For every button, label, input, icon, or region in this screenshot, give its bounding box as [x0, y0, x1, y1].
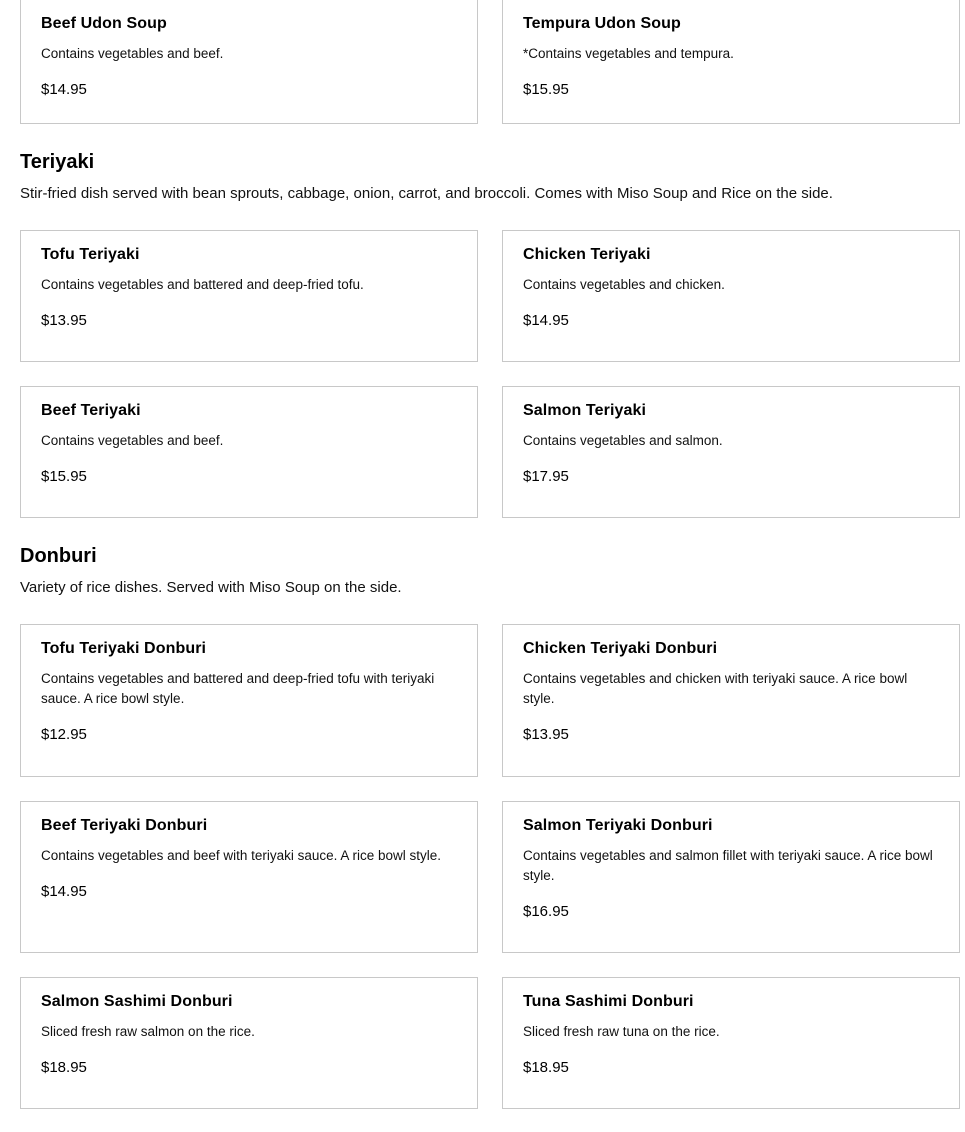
menu-item-card[interactable] — [20, 624, 478, 777]
menu-item-name: Tofu Teriyaki — [41, 246, 140, 263]
menu-item-price: $12.95 — [41, 726, 87, 743]
menu-item-description: Contains vegetables and battered and deep-fried tofu. — [41, 277, 364, 292]
menu-item-card[interactable] — [20, 977, 478, 1109]
menu-item-price: $15.95 — [41, 468, 87, 485]
menu-item-description: Contains vegetables and chicken. — [523, 277, 725, 292]
menu-item-description: Contains vegetables and beef. — [41, 46, 224, 61]
section-description: Stir-fried dish served with bean sprouts, cabbage, onion, carrot, and broccoli. Comes with Miso Soup and Rice on the side. — [20, 185, 833, 202]
menu-item-description: Sliced fresh raw tuna on the rice. — [523, 1024, 720, 1039]
menu-item-price: $13.95 — [41, 312, 87, 329]
menu-item-price: $14.95 — [523, 312, 569, 329]
section-description: Variety of rice dishes. Served with Miso Soup on the side. — [20, 579, 402, 596]
udon-items-grid — [20, 0, 960, 124]
menu-item-description: Contains vegetables and beef with teriyaki sauce. A rice bowl style. — [41, 848, 441, 863]
donburi-items-grid — [20, 624, 960, 1109]
menu-item-name: Salmon Sashimi Donburi — [41, 993, 233, 1010]
menu-item-price: $15.95 — [523, 81, 569, 98]
menu-item-card[interactable] — [20, 230, 478, 362]
menu-item-price: $18.95 — [41, 1059, 87, 1076]
menu-item-name: Beef Teriyaki — [41, 402, 141, 419]
section-title: Teriyaki — [20, 151, 95, 173]
menu-item-name: Tuna Sashimi Donburi — [523, 993, 694, 1010]
menu-item-price: $13.95 — [523, 726, 569, 743]
menu-item-card[interactable] — [20, 0, 478, 124]
menu-item-card[interactable] — [20, 386, 478, 518]
menu-item-card[interactable] — [502, 0, 960, 124]
teriyaki-items-grid — [20, 230, 960, 518]
menu-item-name: Beef Teriyaki Donburi — [41, 817, 208, 834]
donburi-section — [20, 544, 960, 1109]
menu-item-name: Chicken Teriyaki Donburi — [523, 640, 718, 657]
menu-item-price: $18.95 — [523, 1059, 569, 1076]
menu-item-description: Contains vegetables and beef. — [41, 433, 224, 448]
menu-item-price: $16.95 — [523, 903, 569, 920]
menu-item-card[interactable] — [502, 977, 960, 1109]
section-title: Donburi — [20, 545, 97, 567]
menu-item-name: Chicken Teriyaki — [523, 246, 651, 263]
menu-item-description: Contains vegetables and salmon. — [523, 433, 723, 448]
menu-item-name: Tempura Udon Soup — [523, 15, 681, 32]
menu-item-name: Beef Udon Soup — [41, 15, 167, 32]
menu-item-description: Contains vegetables and battered and deep-fried tofu with teriyaki sauce. A rice bowl style. — [41, 671, 435, 706]
menu-item-name: Tofu Teriyaki Donburi — [41, 640, 207, 657]
teriyaki-section — [20, 150, 960, 518]
menu-item-price: $14.95 — [41, 883, 87, 900]
menu-item-card[interactable] — [502, 624, 960, 777]
menu-item-name: Salmon Teriyaki — [523, 402, 647, 419]
menu-item-price: $17.95 — [523, 468, 569, 485]
menu-page — [20, 0, 960, 1109]
menu-item-card[interactable] — [20, 801, 478, 953]
menu-item-price: $14.95 — [41, 81, 87, 98]
menu-item-card[interactable] — [502, 230, 960, 362]
menu-item-description: *Contains vegetables and tempura. — [523, 46, 734, 61]
menu-item-card[interactable] — [502, 801, 960, 953]
menu-item-description: Contains vegetables and salmon fillet with teriyaki sauce. A rice bowl style. — [523, 848, 933, 883]
menu-item-description: Sliced fresh raw salmon on the rice. — [41, 1024, 255, 1039]
menu-item-description: Contains vegetables and chicken with teriyaki sauce. A rice bowl style. — [523, 671, 908, 706]
menu-item-card[interactable] — [502, 386, 960, 518]
menu-item-name: Salmon Teriyaki Donburi — [523, 817, 713, 834]
